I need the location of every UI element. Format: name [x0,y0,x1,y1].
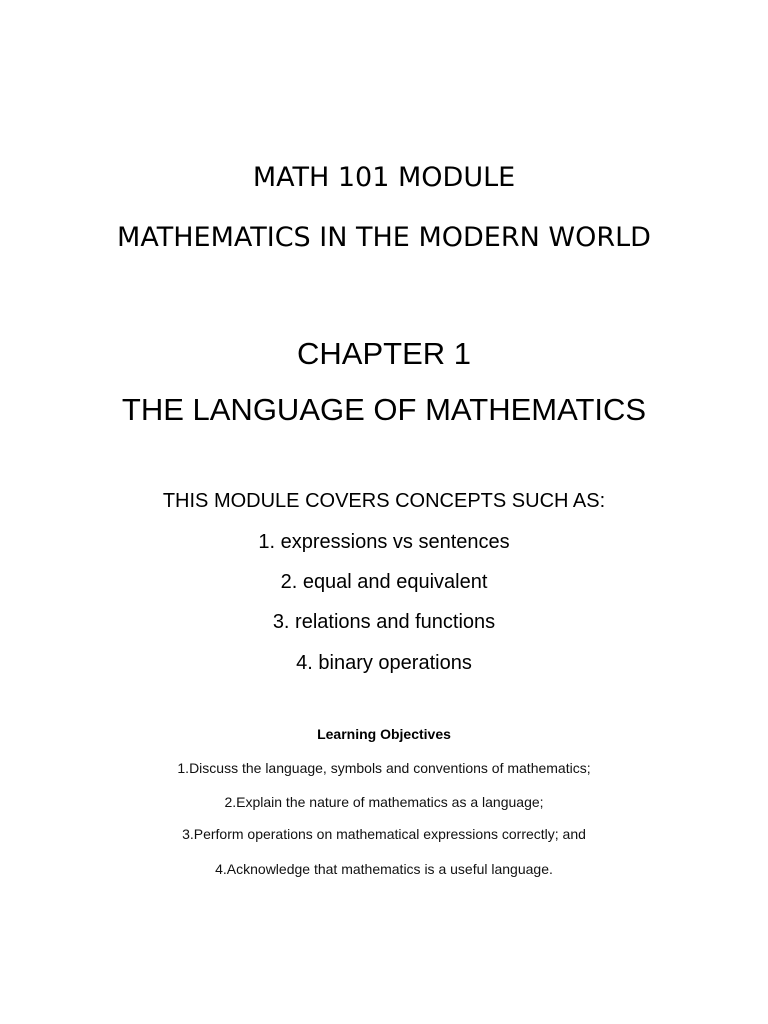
chapter-title: THE LANGUAGE OF MATHEMATICS [121,392,647,427]
learning-objective-item: 1.Discuss the language, symbols and conventions of mathematics; [177,760,591,776]
learning-objective-item: 4.Acknowledge that mathematics is a useful language. [215,861,553,877]
coverage-item: 2. equal and equivalent [280,571,488,593]
coverage-heading: THIS MODULE COVERS CONCEPTS SUCH AS: [162,490,606,512]
coverage-item: 3. relations and functions [272,611,496,633]
coverage-item: 1. expressions vs sentences [258,531,510,553]
coverage-item: 4. binary operations [296,652,472,674]
module-code-line: MATH 101 MODULE [252,162,516,193]
chapter-number: CHAPTER 1 [297,336,471,371]
learning-objectives-heading: Learning Objectives [317,726,451,742]
course-name: MATHEMATICS IN THE MODERN WORLD [117,222,651,253]
learning-objective-item: 3.Perform operations on mathematical expressions correctly; and [182,826,586,842]
learning-objective-item: 2.Explain the nature of mathematics as a language; [224,794,544,810]
